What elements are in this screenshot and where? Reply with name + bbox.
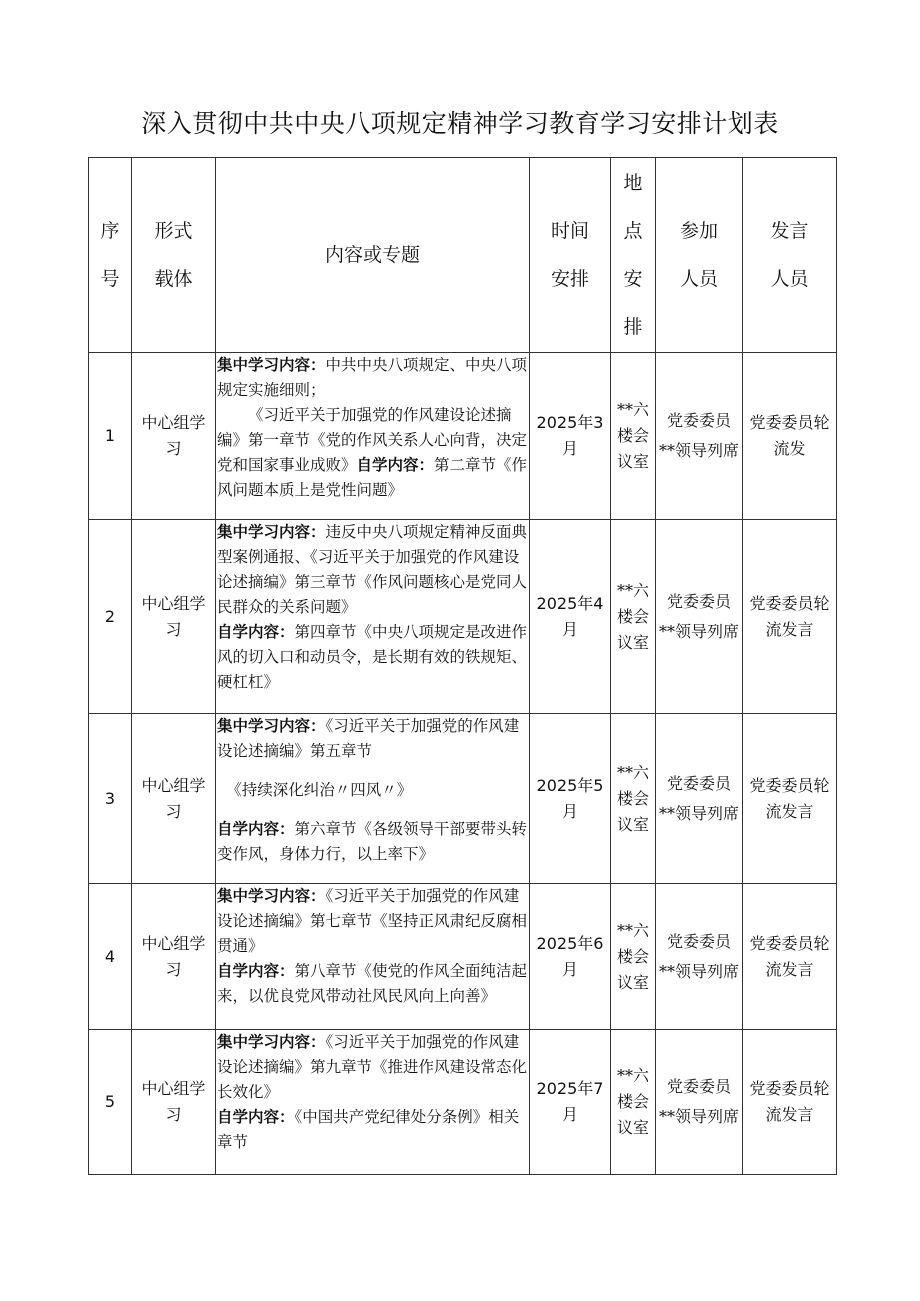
header-time: 时间安排 [530,158,611,353]
cell-content: 集中学习内容：《习近平关于加强党的作风建设论述摘编》第五章节 《持续深化纠治〃四风〃》 自学内容：第六章节《各级领导干部要带头转变作风，身体力行，以上率下》 [216,714,530,884]
cell-form: 中心组学习 [132,1030,216,1175]
table-row [89,884,837,1030]
cell-speakers: 党委委员轮流发言 [743,714,837,884]
cell-time: 2025年7月 [530,1030,611,1175]
header-row [89,158,837,353]
table-row [89,353,837,520]
cell-time: 2025年5月 [530,714,611,884]
cell-content: 集中学习内容：违反中央八项规定精神反面典型案例通报、《习近平关于加强党的作风建设论述摘编》第三章节《作风问题核心是党同人民群众的关系问题》 自学内容：第四章节《中央八项规定是改进作风的切入口和动员令，是长期有效的铁规矩、硬杠杠》 [216,520,530,714]
table-row [89,714,837,884]
cell-seq: 1 [89,353,132,520]
cell-seq: 5 [89,1030,132,1175]
cell-speakers: 党委委员轮流发言 [743,520,837,714]
cell-participants: 党委委员 **领导列席 [656,520,743,714]
cell-content: 集中学习内容：中共中央八项规定、中央八项规定实施细则； 《习近平关于加强党的作风建设论述摘编》第一章节《党的作风关系人心向背，决定党和国家事业成败》自学内容：第二章节《作风问题本质上是党性问题》 [216,353,530,520]
cell-speakers: 党委委员轮流发 [743,353,837,520]
cell-speakers: 党委委员轮流发言 [743,884,837,1030]
header-location: 地点安排 [611,158,656,353]
header-form: 形式载体 [132,158,216,353]
cell-form: 中心组学习 [132,714,216,884]
cell-time: 2025年6月 [530,884,611,1030]
cell-location: **六楼会议室 [611,1030,656,1175]
cell-seq: 2 [89,520,132,714]
cell-participants: 党委委员 **领导列席 [656,884,743,1030]
cell-content: 集中学习内容：《习近平关于加强党的作风建设论述摘编》第七章节《坚持正风肃纪反腐相贯通》 自学内容：第八章节《使党的作风全面纯洁起来，以优良党风带动社风民风向上向善》 [216,884,530,1030]
cell-participants: 党委委员 **领导列席 [656,714,743,884]
header-seq: 序号 [89,158,132,353]
cell-seq: 4 [89,884,132,1030]
plan-table [88,157,837,1175]
cell-location: **六楼会议室 [611,353,656,520]
cell-form: 中心组学习 [132,520,216,714]
header-participants: 参加人员 [656,158,743,353]
cell-seq: 3 [89,714,132,884]
cell-location: **六楼会议室 [611,884,656,1030]
cell-form: 中心组学习 [132,353,216,520]
cell-time: 2025年4月 [530,520,611,714]
cell-location: **六楼会议室 [611,714,656,884]
page-title: 深入贯彻中共中央八项规定精神学习教育学习安排计划表 [141,109,779,138]
header-speakers: 发言人员 [743,158,837,353]
cell-participants: 党委委员 **领导列席 [656,1030,743,1175]
cell-content: 集中学习内容：《习近平关于加强党的作风建设论述摘编》第九章节《推进作风建设常态化长效化》 自学内容：《中国共产党纪律处分条例》相关章节 [216,1030,530,1175]
cell-form: 中心组学习 [132,884,216,1030]
cell-participants: 党委委员 **领导列席 [656,353,743,520]
cell-time: 2025年3月 [530,353,611,520]
table-row [89,520,837,714]
cell-location: **六楼会议室 [611,520,656,714]
cell-speakers: 党委委员轮流发言 [743,1030,837,1175]
header-content: 内容或专题 [216,158,530,353]
table-row [89,1030,837,1175]
